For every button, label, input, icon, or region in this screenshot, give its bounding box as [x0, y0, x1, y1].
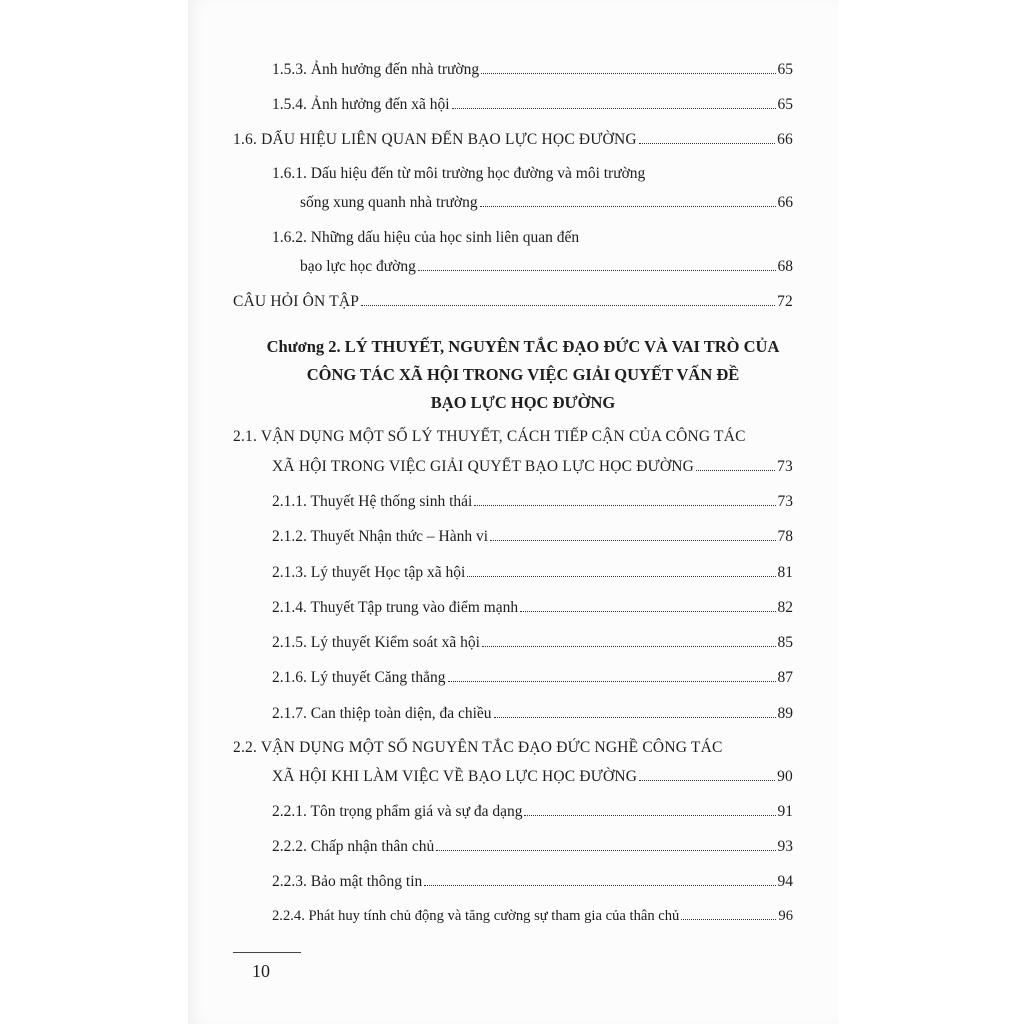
- toc-entry-title: 2.2.4. Phát huy tính chủ động và tăng cường sự tham gia của thân chủ: [272, 908, 680, 924]
- toc-entry-title: 2.2.3. Bảo mật thông tin: [272, 873, 423, 890]
- toc-entry-2-1-7: [272, 704, 793, 724]
- toc-entry-2-1-5: [272, 633, 793, 653]
- toc-entry-title: 1.5.4. Ảnh hưởng đến xã hội: [272, 96, 450, 113]
- toc-entry-2-2-3: [272, 872, 793, 892]
- toc-entry-title: 2.1.1. Thuyết Hệ thống sinh thái: [272, 493, 473, 510]
- toc-entry-title: 2.2.2. Chấp nhận thân chủ: [272, 838, 435, 855]
- toc-entry-title: 2.1.2. Thuyết Nhận thức – Hành vi: [272, 528, 489, 545]
- chapter-2-heading-line1: Chương 2. LÝ THUYẾT, NGUYÊN TẮC ĐẠO ĐỨC VÀ VAI TRÒ CỦA: [266, 337, 780, 356]
- toc-entry-2-2-1: [272, 802, 793, 822]
- toc-entry-2-1-6: [272, 668, 793, 688]
- dot-leader: [639, 143, 775, 144]
- section-2-2-line1: 2.2. VẬN DỤNG MỘT SỐ NGUYÊN TẮC ĐẠO ĐỨC NGHỀ CÔNG TÁC: [233, 739, 723, 756]
- dot-leader: [480, 206, 776, 207]
- section-2-1: [272, 457, 793, 477]
- toc-entry-page: 72: [777, 293, 793, 310]
- toc-entry-page: 73: [777, 458, 793, 475]
- toc-entry-page: 90: [777, 768, 793, 785]
- book-page: [188, 0, 838, 1024]
- toc-entry-1-6-1: [300, 193, 793, 213]
- toc-entry-page: 65: [777, 61, 793, 78]
- toc-entry-title: XÃ HỘI TRONG VIỆC GIẢI QUYẾT BẠO LỰC HỌC ĐƯỜNG: [272, 458, 695, 475]
- toc-entry-title: XÃ HỘI KHI LÀM VIỆC VỀ BẠO LỰC HỌC ĐƯỜNG: [272, 768, 638, 785]
- toc-entry-1-6-1-line1: 1.6.1. Dấu hiệu đến từ môi trường học đường và môi trường: [272, 165, 646, 182]
- toc-entry-title: 1.6. DẤU HIỆU LIÊN QUAN ĐẾN BẠO LỰC HỌC ĐƯỜNG: [233, 131, 637, 148]
- toc-entry-page: 89: [777, 705, 793, 722]
- toc-entry-title: sống xung quanh nhà trường: [300, 194, 478, 211]
- footer-rule: [233, 952, 301, 953]
- dot-leader: [361, 305, 775, 306]
- toc-entry-2-1-4: [272, 598, 793, 618]
- toc-entry-2-1-1: [272, 492, 793, 512]
- toc-entry-1-6-2: [300, 257, 793, 277]
- dot-leader: [424, 885, 775, 886]
- toc-entry-2-2-2: [272, 837, 793, 857]
- dot-leader: [452, 108, 776, 109]
- toc-entry-title: 2.1.7. Can thiệp toàn diện, đa chiều: [272, 705, 492, 722]
- chapter-2-heading-line3: BẠO LỰC HỌC ĐƯỜNG: [430, 393, 616, 412]
- toc-entry-page: 73: [777, 493, 793, 510]
- dot-leader: [639, 780, 775, 781]
- toc-entry-1-6-2-line1: 1.6.2. Những dấu hiệu của học sinh liên quan đến: [272, 229, 580, 246]
- dot-leader: [448, 681, 776, 682]
- dot-leader: [524, 815, 775, 816]
- toc-entry-page: 85: [777, 634, 793, 651]
- toc-entry-title: 2.1.6. Lý thuyết Căng thẳng: [272, 669, 446, 686]
- toc-entry-page: 96: [778, 908, 793, 924]
- toc-entry-title: 2.1.5. Lý thuyết Kiểm soát xã hội: [272, 634, 480, 651]
- toc-entry-page: 78: [777, 528, 793, 545]
- toc-entry-page: 66: [777, 131, 793, 148]
- dot-leader: [436, 850, 775, 851]
- dot-leader: [681, 919, 776, 920]
- toc-entry-2-2-4: [272, 906, 793, 926]
- toc-entry-title: 2.1.3. Lý thuyết Học tập xã hội: [272, 564, 466, 581]
- dot-leader: [494, 717, 776, 718]
- toc-entry-page: 82: [777, 599, 793, 616]
- toc-entry-title: CÂU HỎI ÔN TẬP: [233, 293, 360, 310]
- chapter-2-heading-line2: CÔNG TÁC XÃ HỘI TRONG VIỆC GIẢI QUYẾT VẤN ĐỀ: [306, 365, 740, 384]
- dot-leader: [696, 470, 775, 471]
- toc-entry-review-questions: [233, 292, 793, 312]
- dot-leader: [520, 611, 775, 612]
- toc-entry-title: bạo lực học đường: [300, 258, 416, 275]
- toc-entry-title: 2.1.4. Thuyết Tập trung vào điểm mạnh: [272, 599, 519, 616]
- dot-leader: [467, 576, 775, 577]
- dot-leader: [418, 270, 776, 271]
- toc-entry-1-6: [233, 130, 793, 150]
- toc-entry-page: 68: [777, 258, 793, 275]
- section-2-2: [272, 767, 793, 787]
- toc-entry-page: 94: [777, 873, 793, 890]
- toc-entry-page: 93: [777, 838, 793, 855]
- dot-leader: [474, 505, 775, 506]
- toc-entry-1-5-4: [272, 95, 793, 115]
- dot-leader: [482, 646, 776, 647]
- toc-entry-title: 1.5.3. Ảnh hưởng đến nhà trường: [272, 61, 480, 78]
- toc-entry-2-1-3: [272, 563, 793, 583]
- page-number: 10: [252, 961, 270, 981]
- dot-leader: [481, 73, 775, 74]
- toc-entry-2-1-2: [272, 527, 793, 547]
- section-2-1-line1: 2.1. VẬN DỤNG MỘT SỐ LÝ THUYẾT, CÁCH TIẾP CẬN CỦA CÔNG TÁC: [233, 428, 746, 445]
- toc-entry-page: 65: [777, 96, 793, 113]
- toc-entry-page: 66: [777, 194, 793, 211]
- toc-entry-page: 81: [777, 564, 793, 581]
- toc-entry-page: 91: [777, 803, 793, 820]
- toc-entry-1-5-3: [272, 60, 793, 80]
- toc-entry-page: 87: [777, 669, 793, 686]
- toc-entry-title: 2.2.1. Tôn trọng phẩm giá và sự đa dạng: [272, 803, 523, 820]
- dot-leader: [490, 540, 775, 541]
